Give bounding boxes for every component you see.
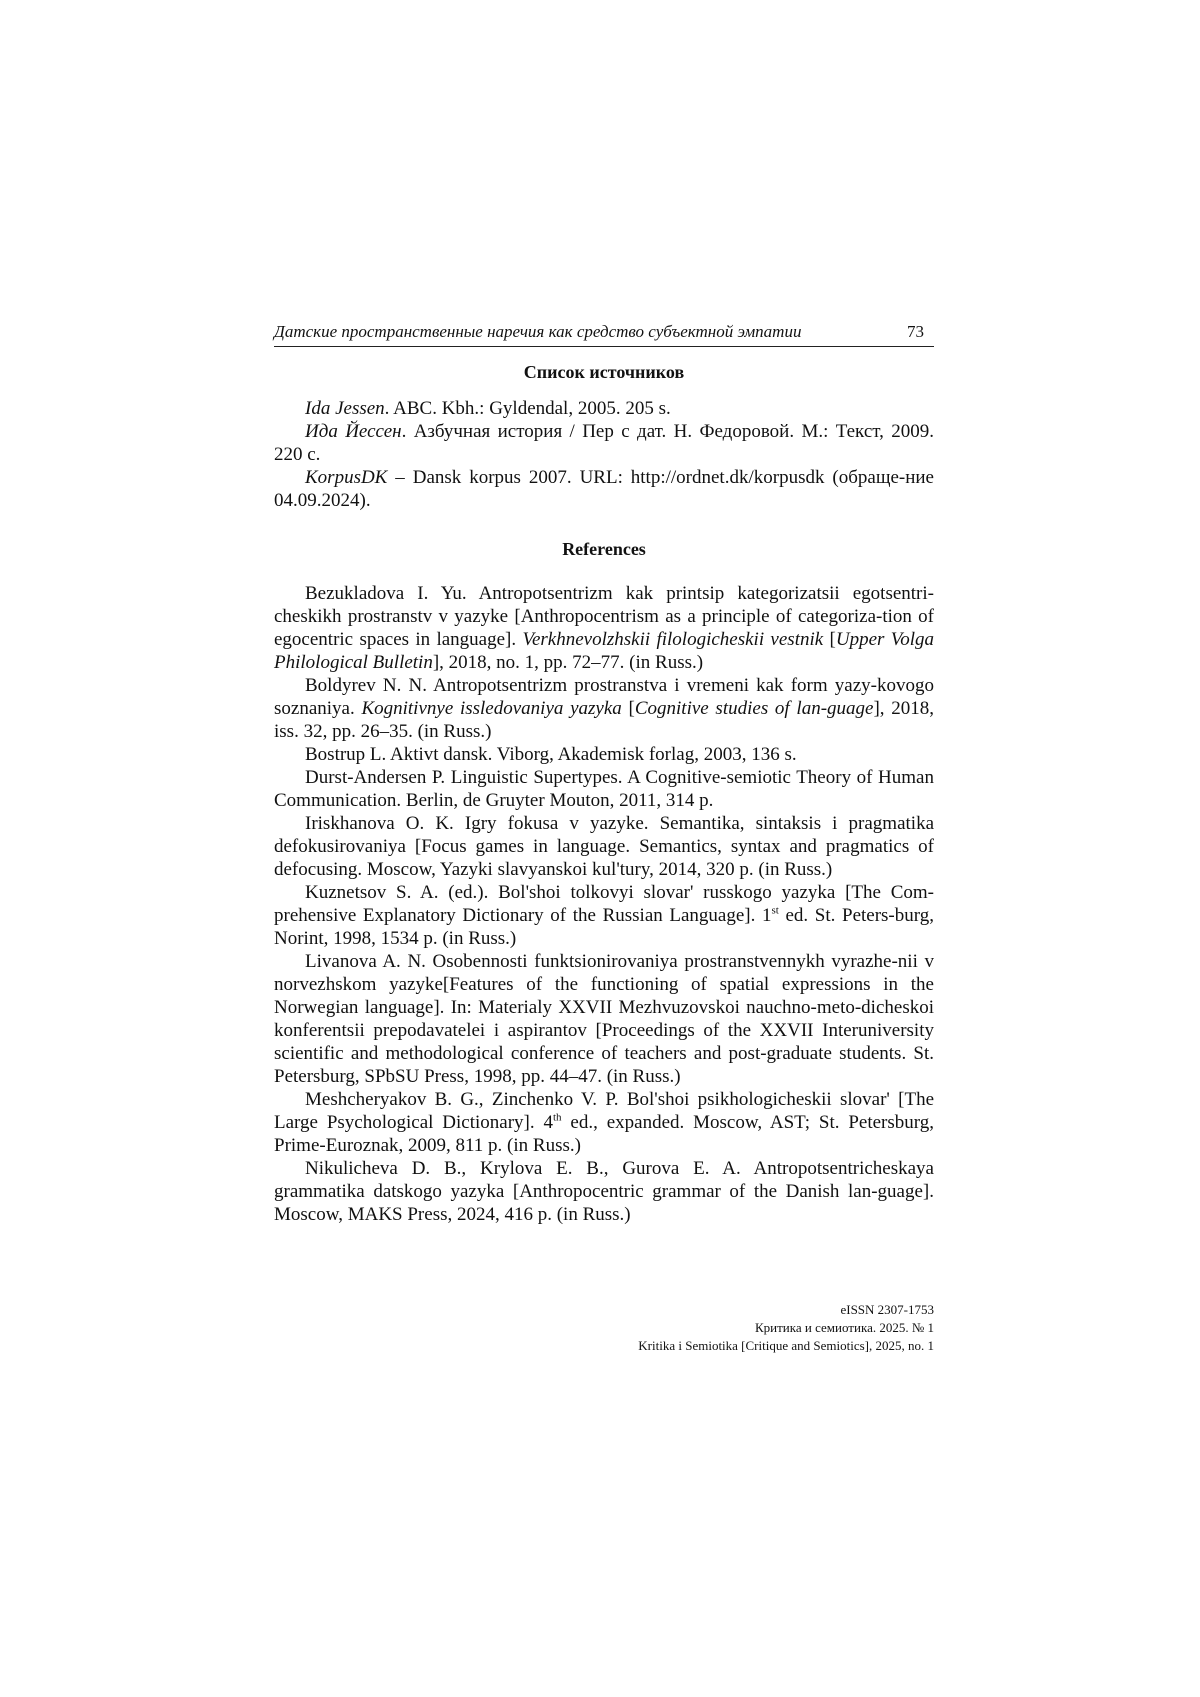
reference-journal-translation: Cognitive studies of lan-guage: [635, 698, 874, 719]
source-text: . ABC. Kbh.: Gyldendal, 2005. 205 s.: [385, 398, 671, 419]
source-text: . Азбучная история / Пер с дат. Н. Федоровой. М.: Текст, 2009. 220 с.: [274, 421, 934, 465]
running-head: [274, 318, 934, 347]
reference-entry: [274, 1088, 934, 1157]
references-heading: References: [274, 536, 934, 562]
reference-text: [: [622, 698, 635, 719]
source-entry: [274, 466, 934, 512]
edition-superscript: th: [553, 1112, 562, 1124]
reference-text: ], 2018, iss. 32, pp. 26–35. (in Russ.): [274, 698, 934, 742]
reference-text: Bezukladova I. Yu. Antropotsentrizm kak printsip kategorizatsii egotsentri-cheskikh prostranstv v yazyke [Anthropocentrism as a principle of categoriza-tion of egocentric spaces in language].: [274, 583, 934, 650]
reference-text: ed. St. Peters-burg, Norint, 1998, 1534 p. (in Russ.): [274, 905, 934, 949]
reference-text: Boldyrev N. N. Antropotsentrizm prostranstva i vremeni kak form yazy-kovogo soznaniya.: [274, 675, 934, 719]
sources-heading: Список источников: [274, 359, 934, 385]
reference-entry: Livanova A. N. Osobennosti funktsionirovaniya prostranstvennykh vyrazhe-nii v norvezhskom yazyke[Features of the functioning of spatial expressions in the Norwegian language]. In: Materialy XXVII Mezhvuzovskoi nauchno-meto-dicheskoi konferentsii prepodavatelei i aspirantov [Proceedings of the XXVII Interuniversity scientific and methodological conference of teachers and post-graduate students. St. Petersburg, SPbSU Press, 1998, pp. 44–47. (in Russ.): [274, 950, 934, 1088]
reference-journal: Verkhnevolzhskii filologicheskii vestnik: [522, 629, 823, 650]
footer-journal-ru: Критика и семиотика. 2025. № 1: [638, 1319, 934, 1337]
reference-journal: Kognitivnye issledovaniya yazyka: [361, 698, 621, 719]
reference-entry: Bostrup L. Aktivt dansk. Viborg, Akademisk forlag, 2003, 136 s.: [274, 743, 934, 766]
source-title: KorpusDK: [305, 467, 387, 488]
sources-list: [274, 397, 934, 512]
edition-superscript: st: [772, 905, 779, 917]
running-head-title: Датские пространственные наречия как средство субъектной эмпатии: [274, 318, 801, 346]
reference-text: ], 2018, no. 1, pp. 72–77. (in Russ.): [433, 652, 703, 673]
references-list: [274, 582, 934, 1226]
reference-text: ed., expanded. Moscow, AST; St. Petersburg, Prime-Euroznak, 2009, 811 p. (in Russ.): [274, 1112, 934, 1156]
footer-issn: eISSN 2307-1753: [638, 1301, 934, 1319]
source-entry: [274, 420, 934, 466]
journal-footer: [638, 1301, 934, 1355]
reference-entry: [274, 582, 934, 674]
source-text: – Dansk korpus 2007. URL: http://ordnet.dk/korpusdk (обраще-ние 04.09.2024).: [274, 467, 934, 511]
footer-journal-en: Kritika i Semiotika [Critique and Semiotics], 2025, no. 1: [638, 1337, 934, 1355]
reference-entry: [274, 674, 934, 743]
reference-entry: Durst-Andersen P. Linguistic Supertypes. A Cognitive-semiotic Theory of Human Communication. Berlin, de Gruyter Mouton, 2011, 314 p.: [274, 766, 934, 812]
source-title: Ida Jessen: [305, 398, 385, 419]
reference-entry: [274, 881, 934, 950]
page-body: [274, 318, 934, 1226]
reference-text: [: [823, 629, 836, 650]
source-title: Ида Йессен: [305, 421, 402, 442]
reference-text: Kuznetsov S. A. (ed.). Bol'shoi tolkovyi slovar' russkogo yazyka [The Com-prehensive Explanatory Dictionary of the Russian Language]. 1: [274, 882, 934, 926]
reference-entry: Iriskhanova O. K. Igry fokusa v yazyke. Semantika, sintaksis i pragmatika defokusirovaniya [Focus games in language. Semantics, syntax and pragmatics of defocusing. Moscow, Yazyki slavyanskoi kul'tury, 2014, 320 p. (in Russ.): [274, 812, 934, 881]
source-entry: [274, 397, 934, 420]
reference-text: Meshcheryakov B. G., Zinchenko V. P. Bol'shoi psikhologicheskii slovar' [The Large Psychological Dictionary]. 4: [274, 1089, 934, 1133]
reference-entry: Nikulicheva D. B., Krylova E. B., Gurova E. A. Antropotsentricheskaya grammatika datskogo yazyka [Anthropocentric grammar of the Danish lan-guage]. Moscow, MAKS Press, 2024, 416 p. (in Russ.): [274, 1157, 934, 1226]
reference-journal-translation: Upper Volga Philological Bulletin: [274, 629, 934, 673]
page-number: 73: [907, 318, 924, 346]
